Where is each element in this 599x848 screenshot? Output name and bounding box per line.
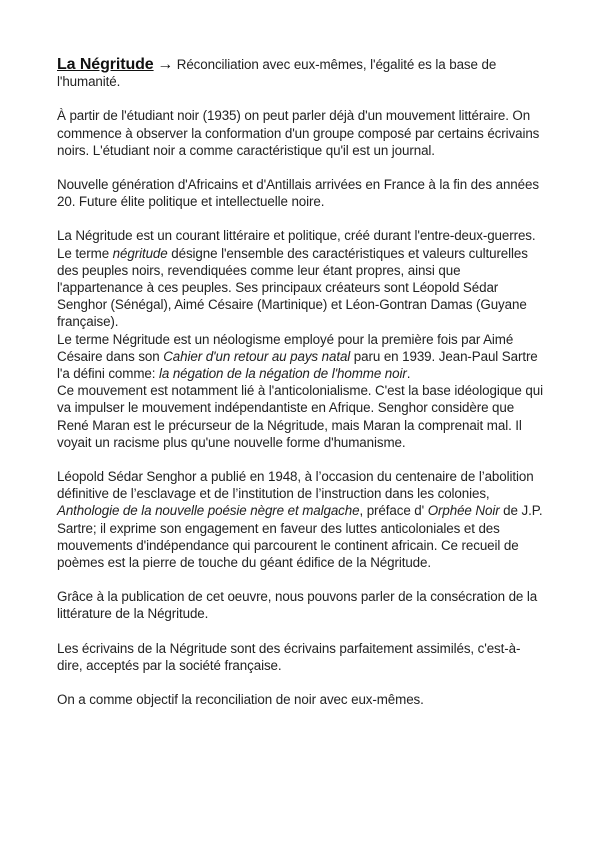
- paragraph-courant-litteraire: [57, 227, 545, 330]
- paragraph-ecrivains-assimiles: Les écrivains de la Négritude sont des écrivains parfaitement assimilés, c'est-à-dire, acceptés par la société française.: [57, 640, 521, 673]
- text-segment: .: [406, 366, 411, 382]
- paragraph-anticolonialisme: Ce mouvement est notamment lié à l'anticolonialisme. C'est la base idéologique qui va impulser le mouvement indépendantiste en Afrique. Senghor considère que René Maran est le précurseur de la Négritude, mais Maran la comprenait mal. Il voyait un racisme plus qu'une nouvelle forme d'humanisme.: [57, 383, 543, 450]
- title-line: [57, 56, 545, 90]
- text-segment: Léopold Sédar Senghor a publié en 1948, à l’occasion du centenaire de l’abolition définitive de l’esclavage et de l’institution de l’instruction dans les colonies,: [57, 469, 534, 502]
- paragraph-consecration: Grâce à la publication de cet oeuvre, nous pouvons parler de la consécration de la littérature de la Négritude.: [57, 589, 538, 622]
- arrow-icon: →: [157, 56, 174, 73]
- book-title-orphee-noir: Orphée Noir: [427, 503, 500, 519]
- document-title: La Négritude: [57, 56, 154, 73]
- text-segment: désigne l'ensemble des caractéristiques et valeurs culturelles des peuples noirs, revendiquées comme leur étant propres, ainsi que l'appartenance à ces peuples. Ses principaux créateurs sont Léopold Sédar Senghor (Sénégal), Aimé Césaire (Martinique) et Léon-Gontran Damas (Guyane française).: [57, 245, 528, 330]
- text-segment: paru en 1939. Jean-Paul Sartre l'a défini comme:: [57, 348, 538, 382]
- paragraph-objectif: On a comme objectif la reconciliation de noir avec eux-mêmes.: [57, 692, 424, 708]
- paragraph-senghor-anthologie: [57, 468, 545, 571]
- paragraph-etudiant-noir: À partir de l'étudiant noir (1935) on peut parler déjà d'un mouvement littéraire. On commence à observer la conformation d'un groupe composé par certains écrivains noirs. L'étudiant noir a comme caractéristique qu'il est un journal.: [57, 108, 540, 158]
- book-title-anthologie: Anthologie de la nouvelle poésie nègre et malgache: [57, 503, 360, 519]
- text-segment: de J.P. Sartre; il exprime son engagement en faveur des luttes anticoloniales et des mouvements d'indépendance qui parcourent le continent africain. Ce recueil de poèmes est la pierre de touche du géant édifice de la Négritude.: [57, 503, 543, 571]
- text-segment: Le terme Négritude est un néologisme employé pour la première fois par Aimé Césaire dans son: [57, 331, 514, 364]
- title-subtitle: Réconciliation avec eux-mêmes, l'égalité es la base de l'humanité.: [57, 57, 497, 90]
- text-segment: La Négritude est un courant littéraire et politique, créé durant l'entre-deux-guerres. Le terme: [57, 228, 536, 261]
- term-negritude: négritude: [112, 245, 168, 261]
- paragraph-nouvelle-generation: Nouvelle génération d'Africains et d'Antillais arrivées en France à la fin des années 20. Future élite politique et intellectuelle noire.: [57, 177, 539, 210]
- text-segment: , préface d': [359, 503, 428, 519]
- document-page: [57, 56, 545, 708]
- book-title-cahier: Cahier d'un retour au pays natal: [163, 348, 351, 364]
- paragraph-neologisme: [57, 331, 545, 383]
- sartre-quote: la négation de la négation de l'homme noir: [158, 366, 407, 382]
